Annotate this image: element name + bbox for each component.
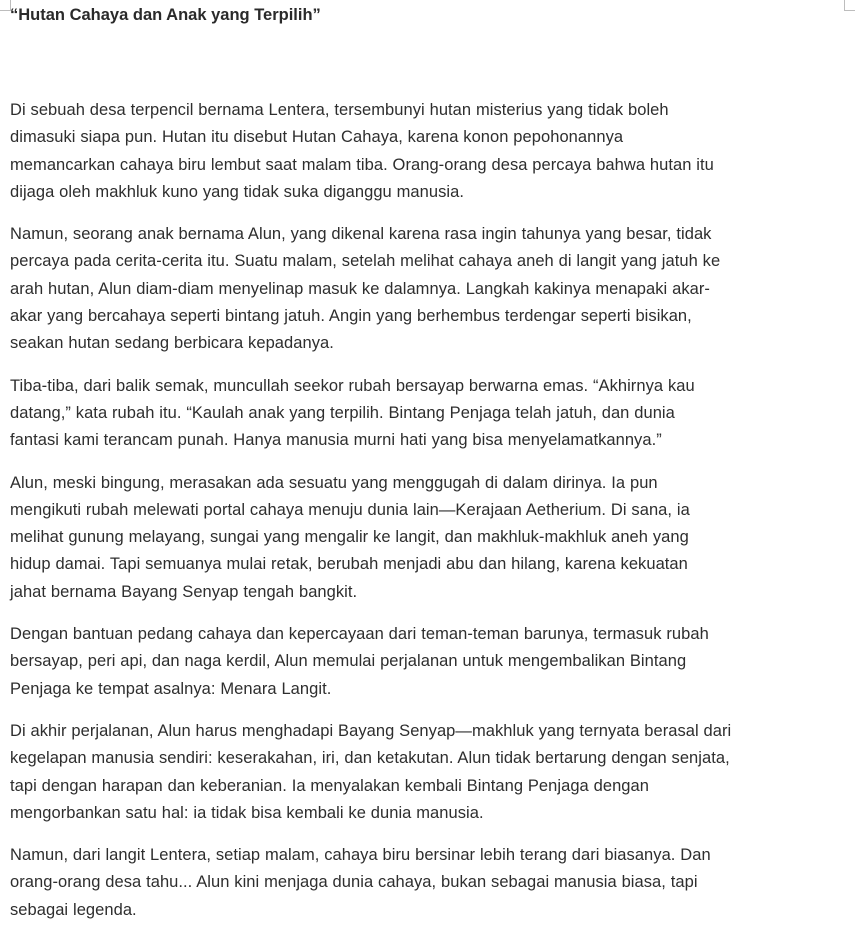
story-paragraph bbox=[10, 470, 845, 606]
story-paragraph bbox=[10, 373, 845, 455]
paragraph-line: Di sebuah desa terpencil bernama Lentera, tersembunyi hutan misterius yang tidak boleh bbox=[10, 101, 669, 119]
paragraph-line: akar yang bercahaya seperti bintang jatuh. Angin yang berhembus terdengar seperti bisikan, bbox=[10, 307, 692, 326]
story-paragraph bbox=[10, 718, 845, 827]
page-corner-marker-left bbox=[0, 0, 11, 11]
paragraph-line: datang,” kata rubah itu. “Kaulah anak yang terpilih. Bintang Penjaga telah jatuh, dan dunia bbox=[10, 403, 675, 422]
paragraph-line: tapi dengan harapan dan keberanian. Ia menyalakan kembali Bintang Penjaga dengan bbox=[10, 776, 649, 795]
paragraph-line: hidup damai. Tapi semuanya mulai retak, berubah menjadi abu dan hilang, karena kekuatan bbox=[10, 555, 688, 574]
paragraph-line: arah hutan, Alun diam-diam menyelinap masuk ke dalamnya. Langkah kakinya menapaki akar- bbox=[10, 279, 710, 298]
paragraph-line: mengikuti rubah melewati portal cahaya menuju dunia lain—Kerajaan Aetherium. Di sana, ia bbox=[10, 500, 690, 519]
paragraph-line: memancarkan cahaya biru lembut saat malam tiba. Orang-orang desa percaya bahwa hutan itu bbox=[10, 155, 714, 174]
paragraph-line: Tiba-tiba, dari balik semak, muncullah seekor rubah bersayap berwarna emas. “Akhirnya kau bbox=[10, 376, 695, 395]
paragraph-line: melihat gunung melayang, sungai yang mengalir ke langit, dan makhluk-makhluk aneh yang bbox=[10, 528, 689, 547]
paragraph-line: sebagai legenda. bbox=[10, 900, 137, 919]
paragraph-line: Dengan bantuan pedang cahaya dan kepercayaan dari teman-teman barunya, termasuk rubah bbox=[10, 625, 709, 644]
story-body bbox=[10, 97, 845, 924]
paragraph-line: seakan hutan sedang berbicara kepadanya. bbox=[10, 334, 334, 353]
story-paragraph bbox=[10, 621, 845, 703]
paragraph-line: Di akhir perjalanan, Alun harus menghadapi Bayang Senyap—makhluk yang ternyata berasal dari bbox=[10, 721, 732, 740]
story-paragraph bbox=[10, 842, 845, 924]
paragraph-line: Namun, seorang anak bernama Alun, yang dikenal karena rasa ingin tahunya yang besar, tidak bbox=[10, 225, 712, 244]
paragraph-line: kegelapan manusia sendiri: keserakahan, iri, dan ketakutan. Alun tidak bertarung dengan senjata, bbox=[10, 749, 730, 768]
paragraph-line: orang-orang desa tahu... Alun kini menjaga dunia cahaya, bukan sebagai manusia biasa, tapi bbox=[10, 873, 698, 892]
story-paragraph bbox=[10, 97, 845, 206]
paragraph-line: bersayap, peri api, dan naga kerdil, Alun memulai perjalanan untuk mengembalikan Bintang bbox=[10, 652, 687, 671]
page-corner-marker-right bbox=[844, 0, 855, 11]
story-paragraph bbox=[10, 221, 845, 357]
story-title: “Hutan Cahaya dan Anak yang Terpilih” bbox=[10, 6, 321, 24]
paragraph-line: Penjaga ke tempat asalnya: Menara Langit. bbox=[10, 679, 332, 698]
paragraph-line: percaya pada cerita-cerita itu. Suatu malam, setelah melihat cahaya aneh di langit yang jatuh ke bbox=[10, 252, 721, 271]
paragraph-line: jahat bernama Bayang Senyap tengah bangkit. bbox=[10, 582, 358, 601]
paragraph-line: fantasi kami terancam punah. Hanya manusia murni hati yang bisa menyelamatkannya.” bbox=[10, 431, 662, 450]
paragraph-line: Namun, dari langit Lentera, setiap malam, cahaya biru bersinar lebih terang dari biasanya. Dan bbox=[10, 846, 711, 865]
paragraph-line: dijaga oleh makhluk kuno yang tidak suka diganggu manusia. bbox=[10, 182, 464, 201]
paragraph-line: Alun, meski bingung, merasakan ada sesuatu yang menggugah di dalam dirinya. Ia pun bbox=[10, 473, 658, 492]
paragraph-line: dimasuki siapa pun. Hutan itu disebut Hutan Cahaya, karena konon pepohonannya bbox=[10, 128, 624, 147]
paragraph-line: mengorbankan satu hal: ia tidak bisa kembali ke dunia manusia. bbox=[10, 803, 484, 822]
